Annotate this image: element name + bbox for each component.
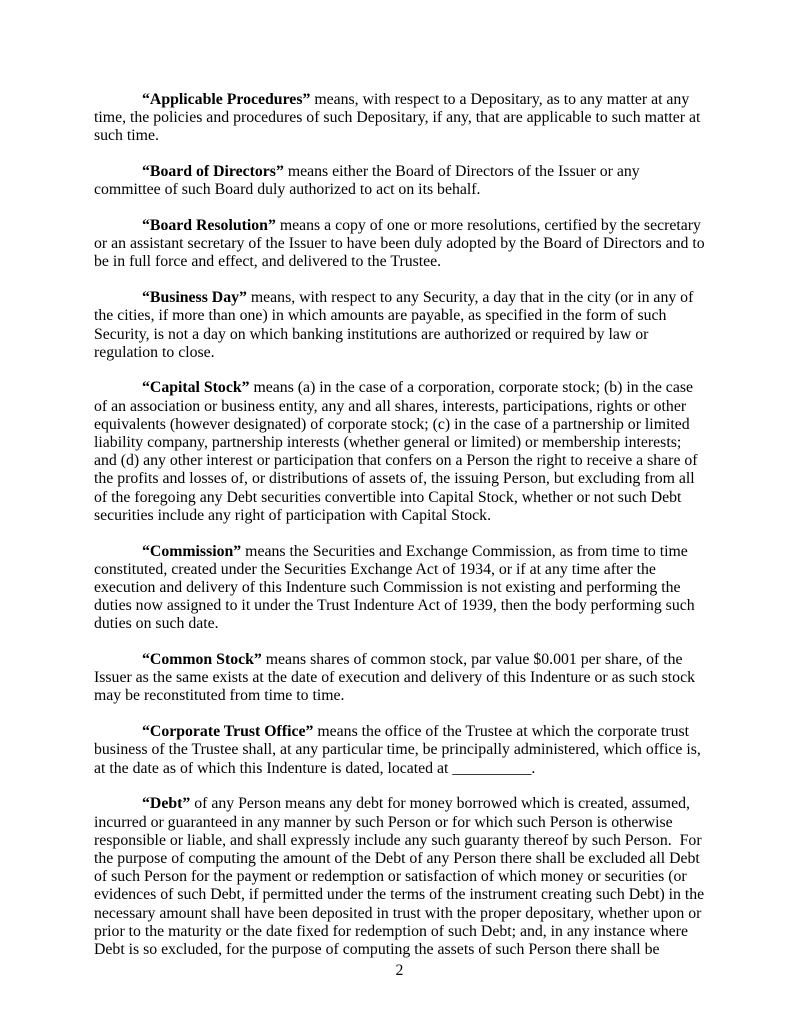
defined-term-applicable-procedures xyxy=(142,91,310,108)
definition-body: of any Person means any debt for money borrowed which is created, assumed, incurred or guaranteed in any manner by such Person or for which such Person is otherwise responsible or liable, and shall expressly include any such guaranty thereof by such Person. For the purpose of computing the amount of the Debt of any Person there shall be excluded all Debt of such Person for the payment or redemption or satisfaction of which money or securities (or evidences of such Debt, if permitted under the terms of the instrument creating such Debt) in the necessary amount shall have been deposited in trust with the proper depositary, whether upon or prior to the maturity or the date fixed for redemption of such Debt; and, in any instance where Debt is so excluded, for the purpose of computing the assets of such Person there shall be xyxy=(94,795,709,958)
defined-term-text: Common Stock xyxy=(149,651,254,669)
defined-term-text: Corporate Trust Office xyxy=(149,723,306,741)
defined-term-text: Capital Stock xyxy=(149,379,242,397)
definition-paragraph-board-of-directors xyxy=(94,163,706,199)
defined-term-commission xyxy=(142,543,241,560)
defined-term-text: Applicable Procedures xyxy=(149,91,303,108)
close-quote: ” xyxy=(275,163,284,181)
close-quote: ” xyxy=(233,542,242,560)
defined-term-common-stock xyxy=(142,651,262,668)
definition-paragraph-commission xyxy=(94,543,706,634)
defined-term-text: Board Resolution xyxy=(149,217,268,235)
open-quote: “ xyxy=(142,651,150,669)
close-quote: ” xyxy=(241,379,250,397)
defined-term-corporate-trust-office xyxy=(142,723,313,740)
close-quote: ” xyxy=(253,651,262,669)
open-quote: “ xyxy=(142,795,150,813)
close-quote: ” xyxy=(182,795,191,813)
definition-paragraph-common-stock xyxy=(94,651,706,706)
defined-term-board-of-directors xyxy=(142,163,284,180)
open-quote: “ xyxy=(142,91,150,108)
open-quote: “ xyxy=(142,723,150,741)
definition-body: means a copy of one or more resolutions, certified by the secretary or an assistant secretary of the Issuer to have been duly adopted by the Board of Directors and to be in full force and effect, and delivered to the Trustee. xyxy=(94,217,709,271)
open-quote: “ xyxy=(142,163,150,181)
definition-paragraph-capital-stock xyxy=(94,379,706,525)
definition-paragraph-board-resolution xyxy=(94,217,709,272)
definition-paragraph-applicable-procedures xyxy=(94,91,706,146)
open-quote: “ xyxy=(142,217,150,235)
defined-term-text: Commission xyxy=(149,542,234,560)
close-quote: ” xyxy=(302,91,311,108)
definition-paragraph-corporate-trust-office xyxy=(94,723,706,778)
definition-body: means, with respect to a Depositary, as to any matter at any time, the policies and procedures of such Depositary, if any, that are applicable to such matter at such time. xyxy=(94,91,705,145)
close-quote: ” xyxy=(239,289,247,307)
open-quote: “ xyxy=(142,379,150,397)
definition-body: means (a) in the case of a corporation, corporate stock; (b) in the case of an association or business entity, any and all shares, interests, participations, rights or other equivalents (however designated) of corporate stock; (c) in the case of a partnership or limited liability company, partnership interests (whether general or limited) or membership interests; and (d) any other interest or participation that confers on a Person the right to receive a share of the profits and losses of, or distributions of assets of, the issuing Person, but excluding from all of the foregoing any Debt securities convertible into Capital Stock, whether or not such Debt securities include any right of participation with Capital Stock. xyxy=(94,379,702,524)
definitions-section xyxy=(94,91,709,977)
page-number: 2 xyxy=(395,962,404,979)
defined-term-debt xyxy=(142,795,190,812)
close-quote: ” xyxy=(305,723,314,741)
definition-body: means shares of common stock, par value $0.001 per share, of the Issuer as the same exists at the date of execution and delivery of this Indenture or as such stock may be reconstituted from time to time. xyxy=(94,651,699,705)
definition-body: means either the Board of Directors of the Issuer or any committee of such Board duly authorized to act on its behalf. xyxy=(94,163,644,199)
defined-term-capital-stock xyxy=(142,379,250,396)
defined-term-text: Debt xyxy=(149,795,183,813)
defined-term-text: Board of Directors xyxy=(149,163,276,181)
defined-term-board-resolution xyxy=(142,217,276,234)
open-quote: “ xyxy=(142,542,150,560)
definition-paragraph-debt xyxy=(94,795,709,959)
close-quote: ” xyxy=(267,217,276,235)
definition-body: means the office of the Trustee at which the corporate trust business of the Trustee shall, at any particular time, be principally administered, which office is, at the date as of which this Indenture is dated, located at __________. xyxy=(94,723,705,777)
definition-paragraph-business-day xyxy=(94,289,706,362)
definition-body: means the Securities and Exchange Commission, as from time to time constituted, created under the Securities Exchange Act of 1934, or if at any time after the execution and delivery of this Indenture such Commission is not existing and performing the duties now assigned to it under the Trust Indenture Act of 1939, then the body performing such duties on such date. xyxy=(94,542,699,633)
open-quote: “ xyxy=(142,289,150,307)
definition-body: means, with respect to any Security, a day that in the city (or in any of the cities, if more than one) in which amounts are payable, as specified in the form of such Security, is not a day on which banking institutions are authorized or required by law or regulation to close. xyxy=(94,289,698,361)
defined-term-text: Business Day xyxy=(149,289,240,307)
defined-term-business-day xyxy=(142,289,247,306)
